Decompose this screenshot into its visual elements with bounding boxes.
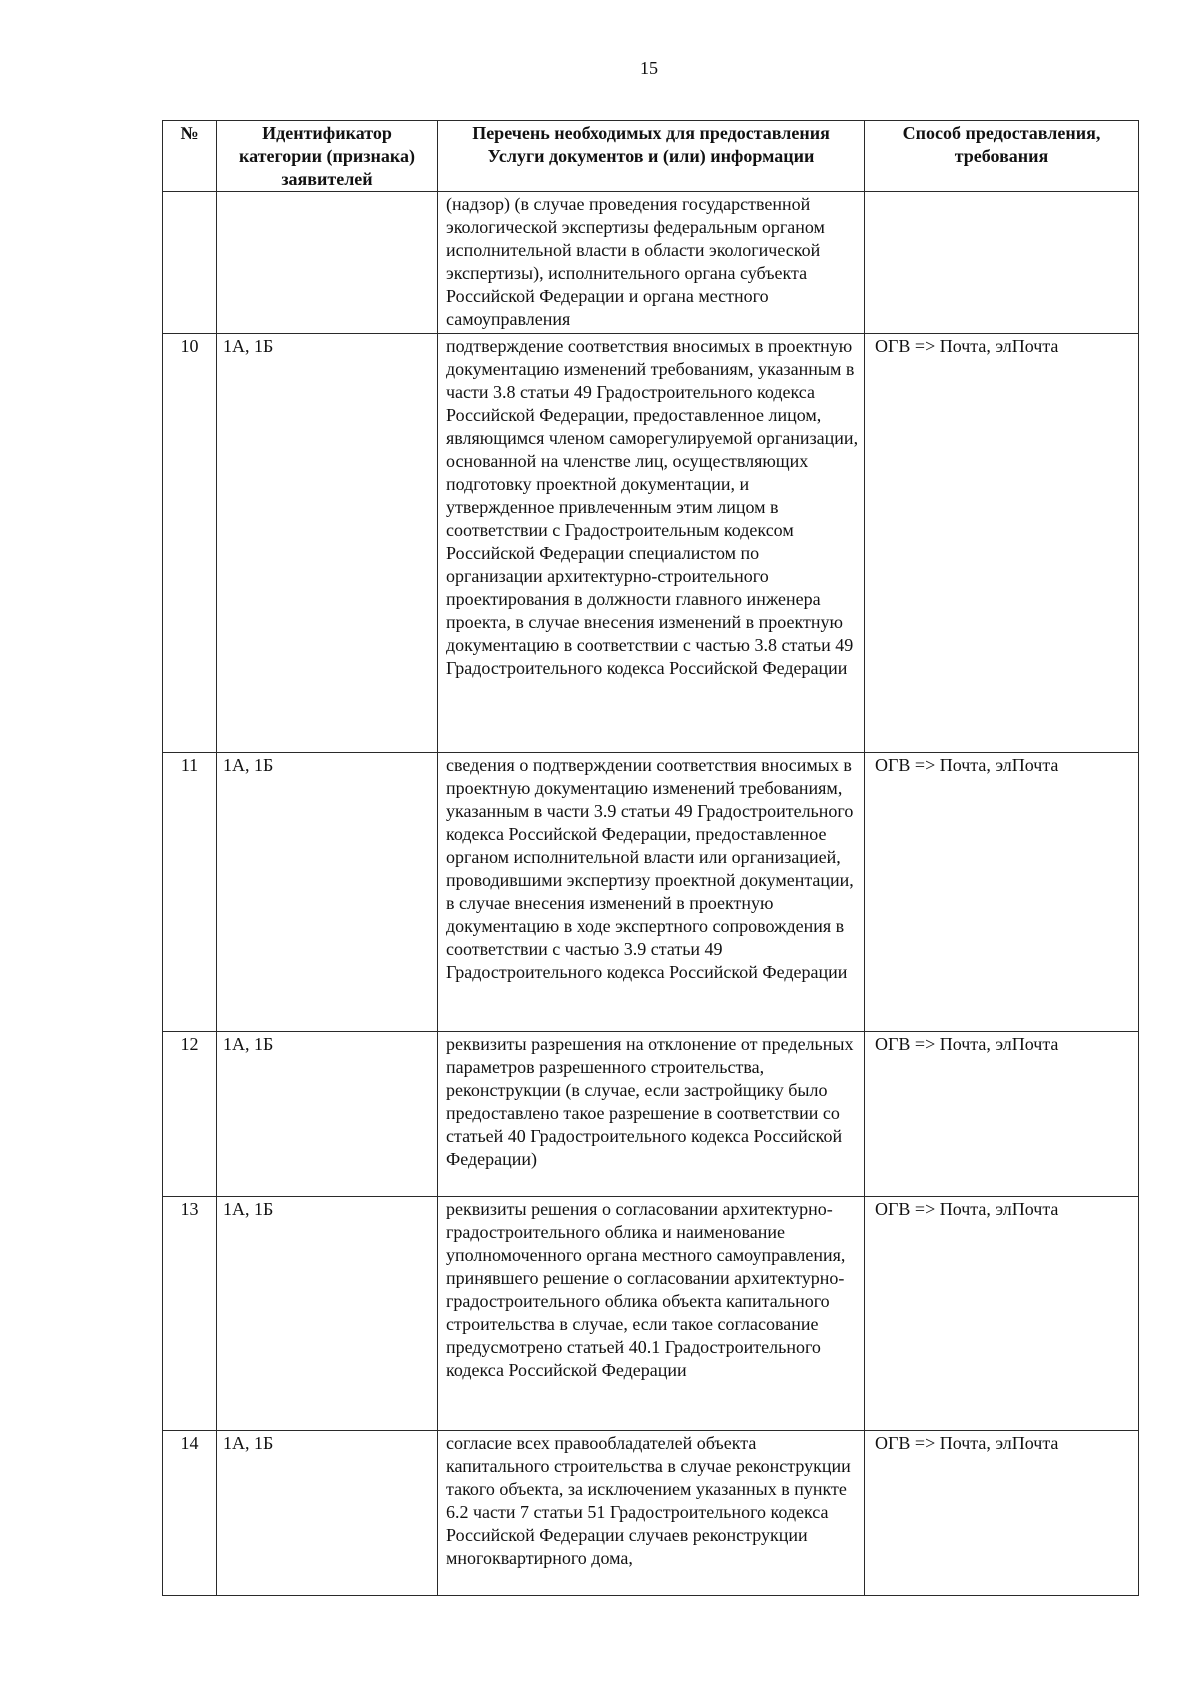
cell-number: 11 [163,753,217,1032]
cell-documents-list: согласие всех правообладателей объекта капитального строительства в случае реконструкции такого объекта, за исключением указанных в пункте 6.2 части 7 статьи 51 Градостроительного кодекса Российской Федерации случаев реконструкции многоквартирного дома, [438,1431,865,1596]
table-row [163,1032,1139,1197]
table-row [163,753,1139,1032]
cell-provision-method: ОГВ => Почта, элПочта [865,1032,1139,1197]
cell-documents-list: сведения о подтверждении соответствия вносимых в проектную документацию изменений требованиям, указанным в части 3.9 статьи 49 Градостроительного кодекса Российской Федерации, предоставленное органом исполнительной власти или организацией, проводившими экспертизу проектной документации, в случае внесения изменений в проектную документацию в ходе экспертного сопровождения в соответствии с частью 3.9 статьи 49 Градостроительного кодекса Российской Федерации [438,753,865,1032]
header-category-id: Идентификатор категории (признака) заявителей [217,121,438,192]
header-number: № [163,121,217,192]
cell-documents-list: подтверждение соответствия вносимых в проектную документацию изменений требованиям, указанным в части 3.8 статьи 49 Градостроительного кодекса Российской Федерации, предоставленное лицом, являющимся членом саморегулируемой организации, основанной на членстве лиц, осуществляющих подготовку проектной документации, и утвержденное привлеченным этим лицом в соответствии с Градостроительным кодексом Российской Федерации специалистом по организации архитектурно-строительного проектирования в должности главного инженера проекта, в случае внесения изменений в проектную документацию в соответствии с частью 3.8 статьи 49 Градостроительного кодекса Российской Федерации [438,334,865,753]
table-row [163,1197,1139,1431]
cell-number: 14 [163,1431,217,1596]
cell-number: 12 [163,1032,217,1197]
cell-documents-list: реквизиты решения о согласовании архитектурно-градостроительного облика и наименование уполномоченного органа местного самоуправления, принявшего решение о согласовании архитектурно-градостроительного облика объекта капитального строительства в случае, если такое согласование предусмотрено статьей 40.1 Градостроительного кодекса Российской Федерации [438,1197,865,1431]
cell-documents-list: (надзор) (в случае проведения государственной экологической экспертизы федеральным органом исполнительной власти в области экологической экспертизы), исполнительного органа субъекта Российской Федерации и органа местного самоуправления [438,192,865,334]
header-documents-list: Перечень необходимых для предоставления Услуги документов и (или) информации [438,121,865,192]
cell-number: 10 [163,334,217,753]
cell-category-id: 1А, 1Б [217,753,438,1032]
table-row-continuation [163,192,1139,334]
cell-number [163,192,217,334]
page-number: 15 [640,58,658,78]
cell-provision-method: ОГВ => Почта, элПочта [865,334,1139,753]
cell-category-id [217,192,438,334]
table-header-row [163,121,1139,192]
cell-documents-list: реквизиты разрешения на отклонение от предельных параметров разрешенного строительства, реконструкции (в случае, если застройщику было предоставлено такое разрешение в соответствии со статьей 40 Градостроительного кодекса Российской Федерации) [438,1032,865,1197]
header-provision-method: Способ предоставления, требования [865,121,1139,192]
cell-category-id: 1А, 1Б [217,1032,438,1197]
table-row [163,334,1139,753]
cell-number: 13 [163,1197,217,1431]
documents-table [162,120,1139,1596]
cell-provision-method: ОГВ => Почта, элПочта [865,1431,1139,1596]
table-row [163,1431,1139,1596]
cell-category-id: 1А, 1Б [217,1431,438,1596]
cell-category-id: 1А, 1Б [217,1197,438,1431]
cell-category-id: 1А, 1Б [217,334,438,753]
cell-provision-method: ОГВ => Почта, элПочта [865,753,1139,1032]
cell-provision-method [865,192,1139,334]
cell-provision-method: ОГВ => Почта, элПочта [865,1197,1139,1431]
